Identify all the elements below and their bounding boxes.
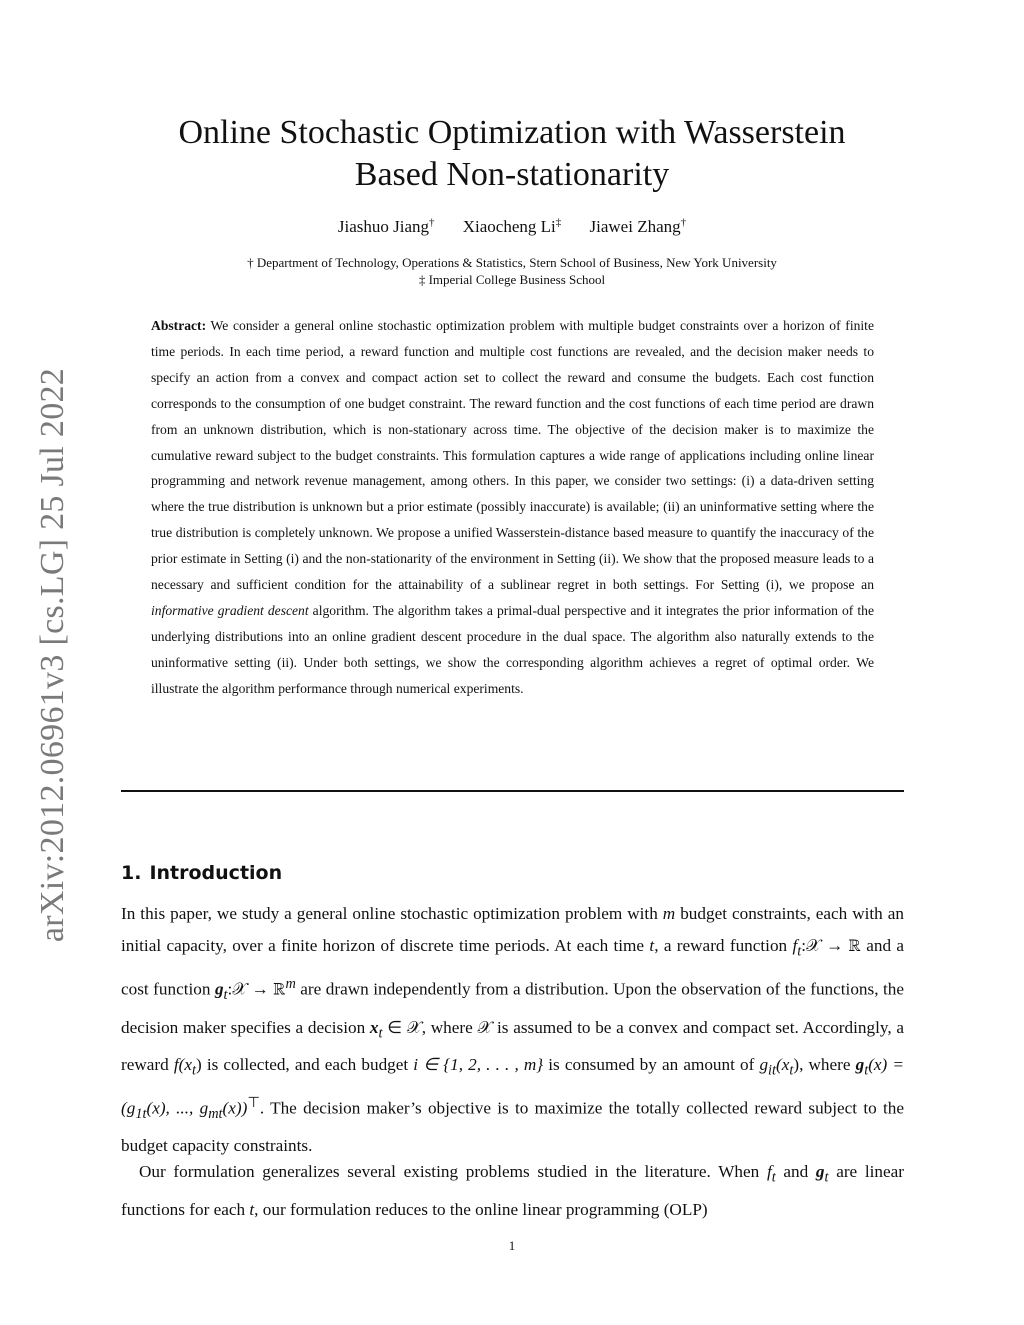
author-2: Xiaocheng Li‡ xyxy=(462,216,562,236)
intro-paragraph-2: Our formulation generalizes several existing problems studied in the literature. When $f_t$ and $g_t$ are linear functions for each t, our formulation reduces to the online linear programming (OLP) xyxy=(121,1162,904,1219)
title-line-2: Based Non-stationarity xyxy=(354,156,670,193)
section-title: Introduction xyxy=(149,862,283,884)
abstract xyxy=(151,313,874,702)
arxiv-stamp-text: arXiv:2012.06961v3 [cs.LG] 25 Jul 2022 xyxy=(34,367,71,943)
paper-title xyxy=(0,112,1024,196)
title-line-1: Online Stochastic Optimization with Wasserstein xyxy=(178,114,846,151)
abstract-text-1: We consider a general online stochastic optimization problem with multiple budget constraints over a horizon of finite time periods. In each time period, a reward function and multiple cost functions are revealed, and the decision maker needs to specify an action from a convex and compact action set to collect the reward and consume the budgets. Each cost function corresponds to the consumption of one budget constraint. The reward function and the cost functions of each time period are drawn from an unknown distribution, which is non-stationary across time. The objective of the decision maker is to maximize the cumulative reward subject to the budget constraints. This formulation captures a wide range of applications including online linear programming and network revenue management, among others. In this paper, we consider two settings: (i) a data-driven setting where the true distribution is unknown but a prior estimate (possibly inaccurate) is available; (ii) an uninformative setting where the true distribution is completely unknown. We propose a unified Wasserstein-distance based measure to quantify the inaccuracy of the prior estimate in Setting (i) and the non-stationarity of the environment in Setting (ii). We show that the proposed measure leads to a necessary and sufficient condition for the attainability of a sublinear regret in both settings. For Setting (i), we propose an xyxy=(151,318,874,593)
section-number: 1. xyxy=(121,862,142,884)
author-1-affiliation-mark: † xyxy=(429,216,435,228)
affiliation-2: ‡ Imperial College Business School xyxy=(418,272,606,287)
intro-paragraph-1: In this paper, we study a general online stochastic optimization problem with m budget constraints, each with an initial capacity, over a finite horizon of discrete time periods. At each time t, a reward function $f_t:𝒳$ → ℝ and a cost function $g_t:𝒳$ → ℝ$^m$ are drawn independently from a distribution. Upon the observation of the functions, the decision maker specifies a decision $x_t$ ∈ 𝒳, where 𝒳 is assumed to be a convex and compact set. Accordingly, a reward $f(x_t)$ is collected, and each budget i ∈ {1, 2, . . . , m} is consumed by an amount of $g_{it}(x_t)$, where $g_t(x) = (g_{1t}(x)$, ..., $g_{mt}(x))^⊤$. The decision maker’s objective is to maximize the totally collected reward subject to the budget capacity constraints. xyxy=(121,904,905,1156)
affiliation-1: † Department of Technology, Operations & Statistics, Stern School of Business, New York University xyxy=(247,255,777,270)
affiliations xyxy=(0,254,1024,288)
author-2-affiliation-mark: ‡ xyxy=(555,216,562,228)
arxiv-identifier-stamp xyxy=(28,365,78,945)
abstract-divider xyxy=(121,790,904,792)
section-heading-introduction xyxy=(121,862,282,884)
author-1: Jiashuo Jiang† xyxy=(337,216,435,236)
author-list xyxy=(0,216,1024,237)
author-3-affiliation-mark: † xyxy=(680,216,687,228)
page-number: 1 xyxy=(508,1238,516,1253)
abstract-italic-term: informative gradient descent xyxy=(151,602,309,618)
abstract-text-2: algorithm. The algorithm takes a primal-dual perspective and it integrates the prior information of the underlying distributions into an online gradient descent procedure in the dual space. The algorithm also naturally extends to the uninformative setting (ii). Under both settings, we show the corresponding algorithm achieves a regret of optimal order. We illustrate the algorithm performance through numerical experiments. xyxy=(151,602,874,696)
author-3: Jiawei Zhang† xyxy=(589,216,687,236)
abstract-label: Abstract: xyxy=(151,318,207,333)
